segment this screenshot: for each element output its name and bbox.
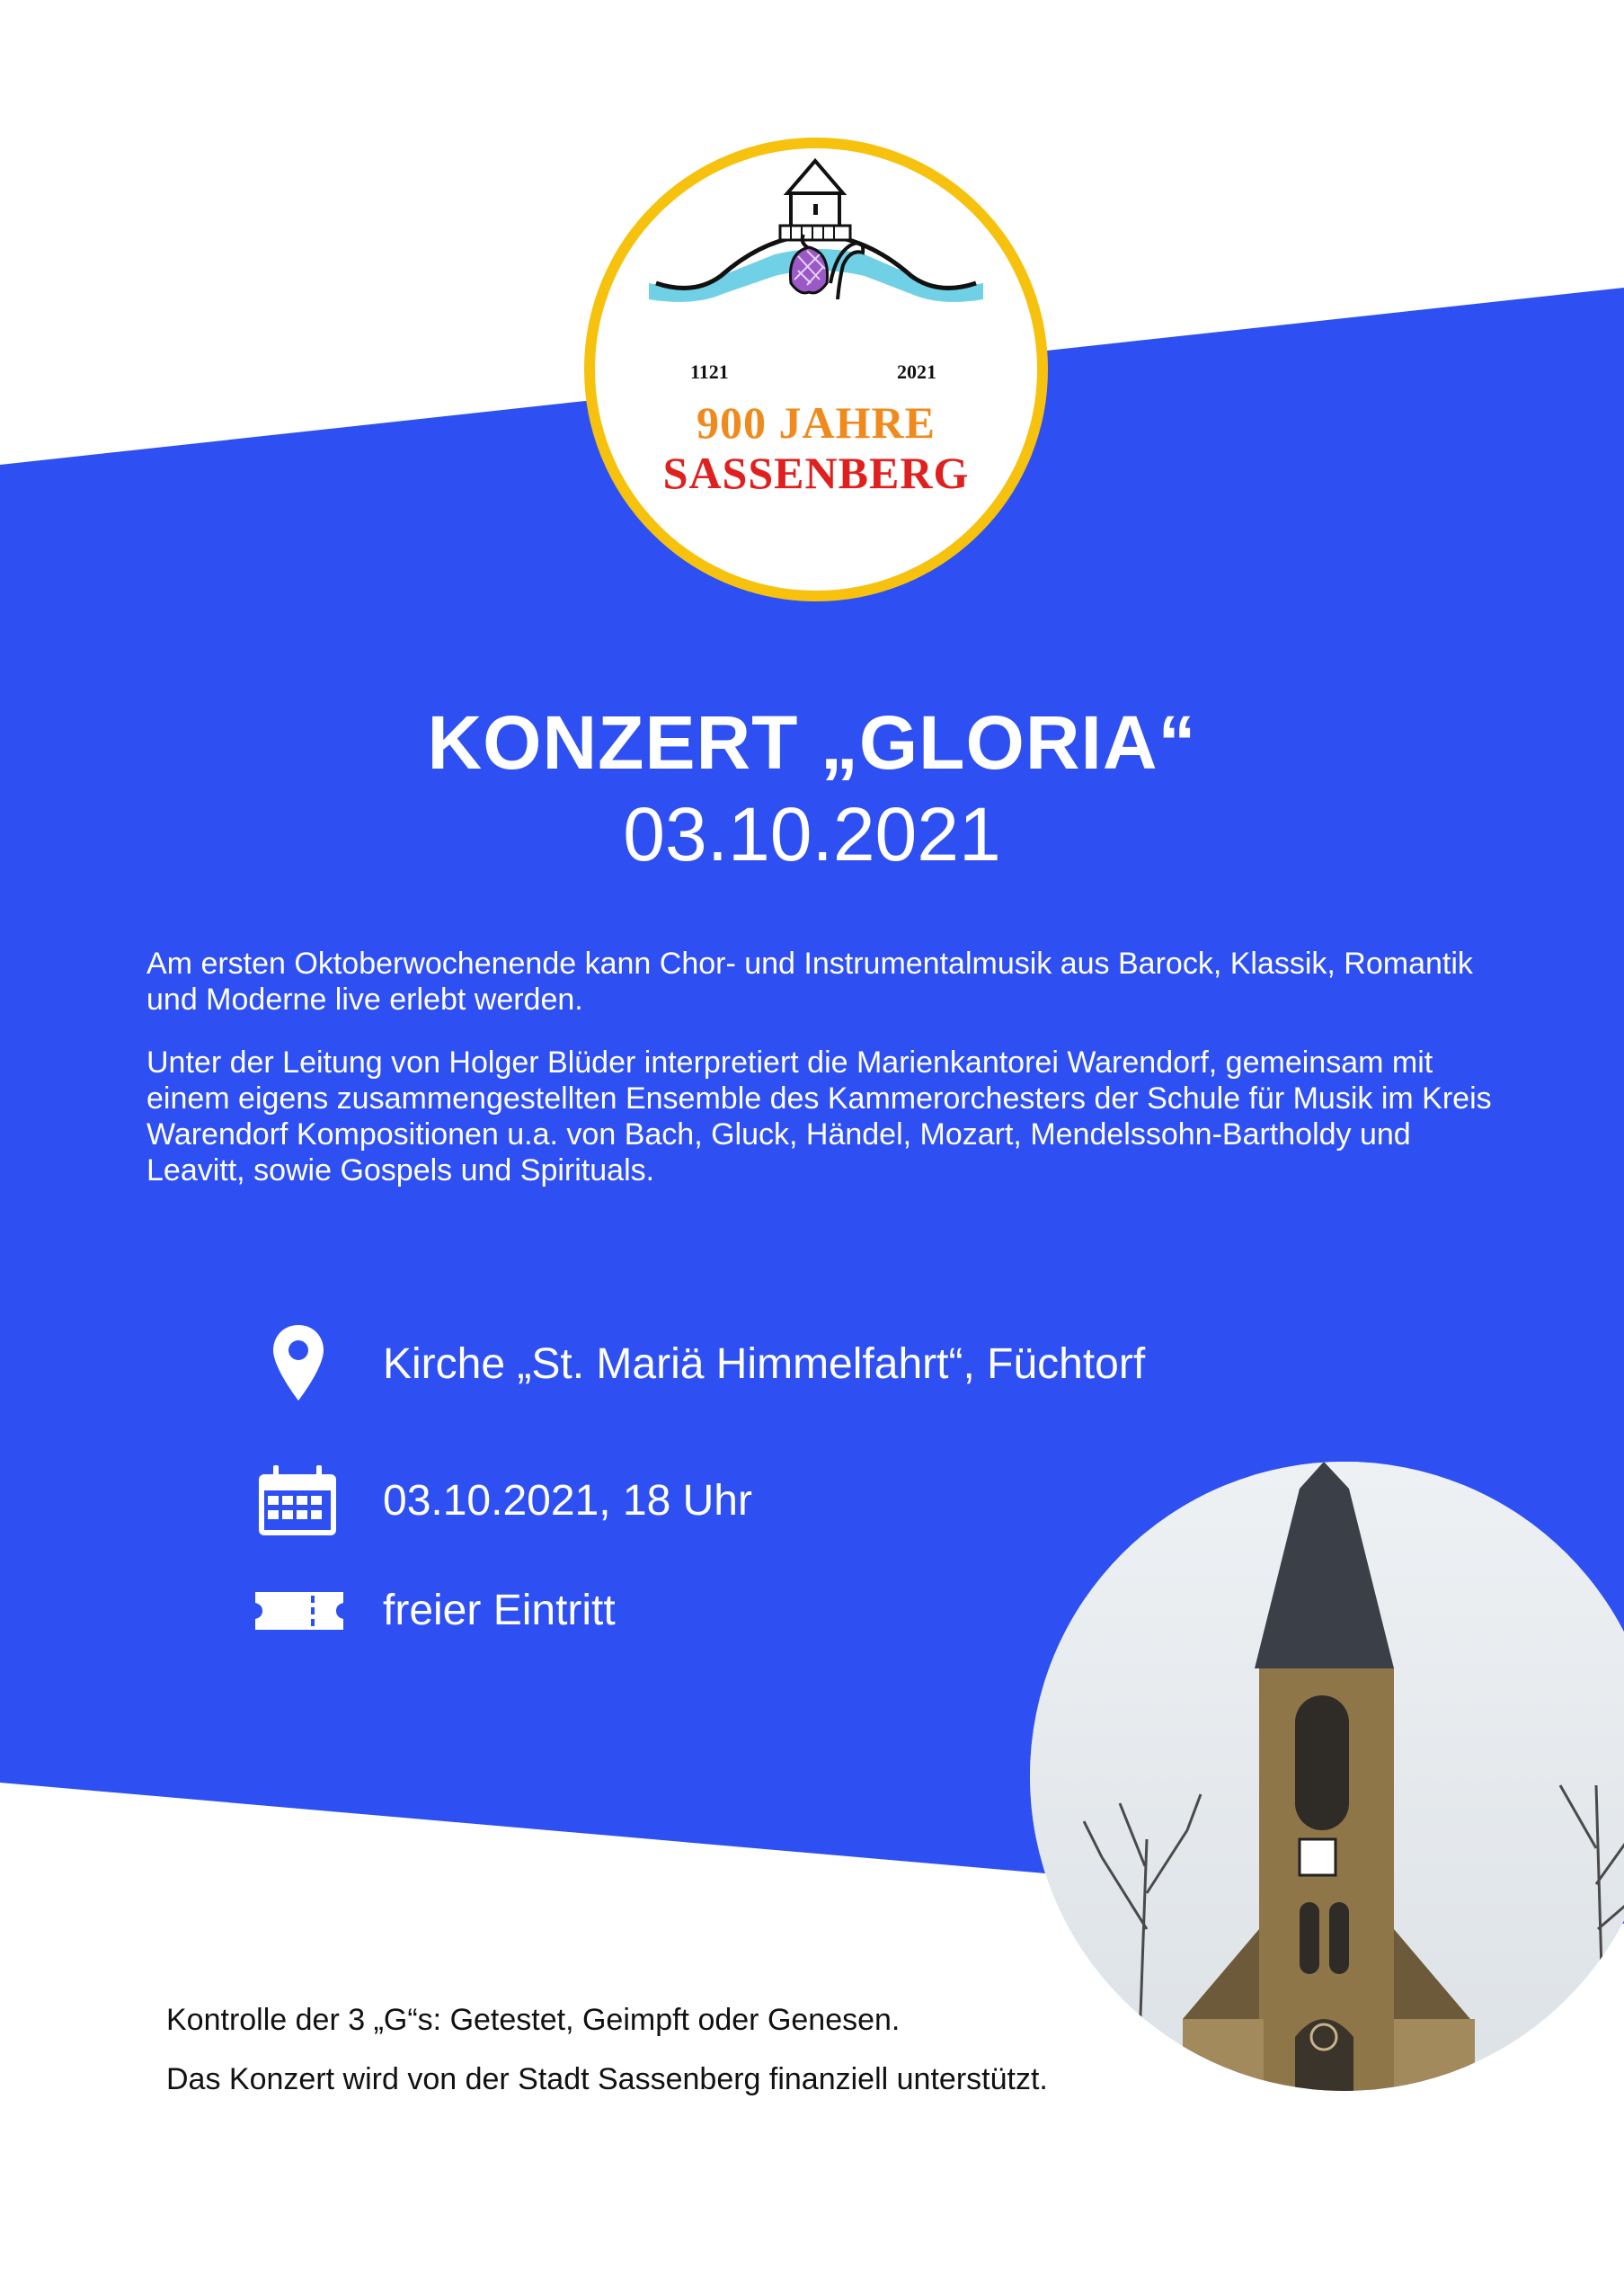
church-photo xyxy=(1030,1462,1624,2091)
anniversary-logo xyxy=(584,138,1048,601)
event-title: KONZERT „GLORIA“ xyxy=(427,700,1197,785)
calendar-icon xyxy=(257,1465,338,1537)
logo-year-start: 1121 xyxy=(690,360,729,383)
logo-town-name: SASSENBERG xyxy=(662,448,970,498)
sponsor-text: Das Konzert wird von der Stadt Sassenberg finanziell unterstützt. xyxy=(166,2062,1048,2096)
details-paragraph: Unter der Leitung von Holger Blüder interpretiert die Marienkantorei Warendorf, gemeinsam mit einem eigens zusammengestellten Ensemble des Kammerorchesters der Schule für Musik im Kreis Warendorf Kompositionen u.a. von Bach, Gluck, Händel, Mozart, Mendelssohn-Bartholdy und Leavitt, sowie Gospels und Spirituals. xyxy=(146,1045,1492,1187)
logo-year-end: 2021 xyxy=(897,360,936,383)
logo-anniversary-text: 900 JAHRE xyxy=(697,397,936,448)
event-date: 03.10.2021 xyxy=(623,792,1001,876)
location-text: Kirche „St. Mariä Himmelfahrt“, Füchtorf xyxy=(383,1340,1146,1388)
location-pin-icon xyxy=(271,1323,325,1402)
castle-hill-emblem xyxy=(595,148,1037,591)
ticket-icon xyxy=(255,1592,343,1630)
intro-paragraph: Am ersten Oktoberwochenende kann Chor- und Instrumentalmusik aus Barock, Klassik, Romantik und Moderne live erlebt werden. xyxy=(146,947,1473,1017)
admission-text: freier Eintritt xyxy=(383,1587,616,1634)
datetime-text: 03.10.2021, 18 Uhr xyxy=(383,1477,752,1525)
covid-rules-text: Kontrolle der 3 „G“s: Getestet, Geimpft oder Genesen. xyxy=(166,2003,901,2037)
